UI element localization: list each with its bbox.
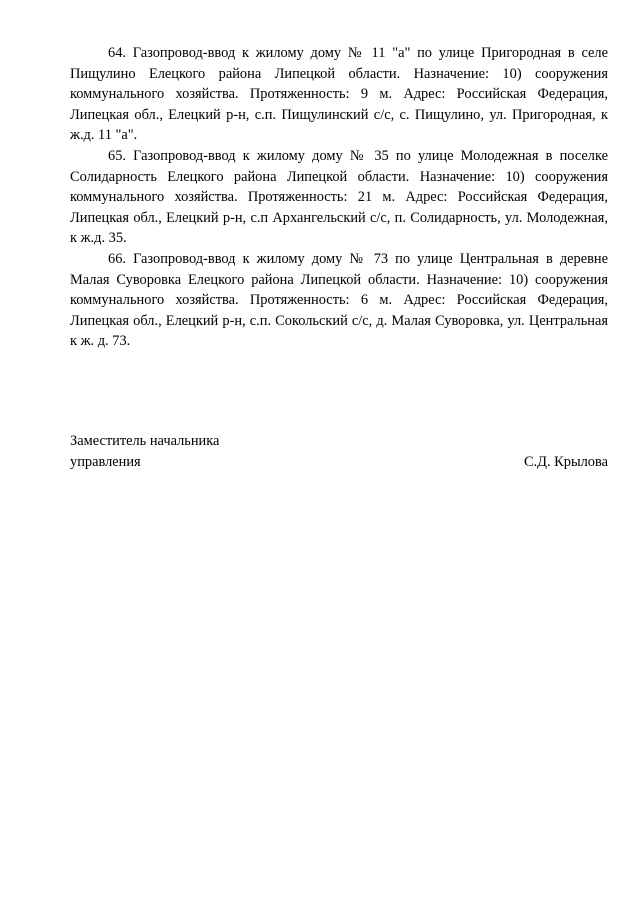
list-item-66: 66. Газопровод-ввод к жилому дому № 73 по улице Центральная в деревне Малая Суворовка Елецкого района Липецкой области. Назначение: 10) сооружения коммунального хозяйства. Протяженность: 6 м. Адрес: Российская Федерация, Липецкая обл., Елецкий р-н, с.п. Сокольский с/с, д. Малая Суворовка, ул. Центральная к ж. д. 73. [70,250,608,350]
signer-position-line1: Заместитель начальника [70,433,220,449]
signature-block [70,431,608,472]
signature-row [70,452,608,473]
signer-position-line2: управления [70,453,141,470]
signer-name: С.Д. Крылова [523,453,608,470]
list-item-64: 64. Газопровод-ввод к жилому дому № 11 "а" по улице Пригородная в селе Пищулино Елецкого района Липецкой области. Назначение: 10) сооружения коммунального хозяйства. Протяженность: 9 м. Адрес: Российская Федерация, Липецкая обл., Елецкий р-н, с.п. Пищулинский с/с, с. Пищулино, ул. Пригородная, к ж.д. 11 "а". [70,45,608,144]
document-body [70,43,608,352]
list-item-65: 65. Газопровод-ввод к жилому дому № 35 по улице Молодежная в поселке Солидарность Елецкого района Липецкой области. Назначение: 10) сооружения коммунального хозяйства. Протяженность: 21 м. Адрес: Российская Федерация, Липецкая обл., Елецкий р-н, с.п Архангельский с/с, п. Солидарность, ул. Молодежная, к ж.д. 35. [70,147,608,247]
